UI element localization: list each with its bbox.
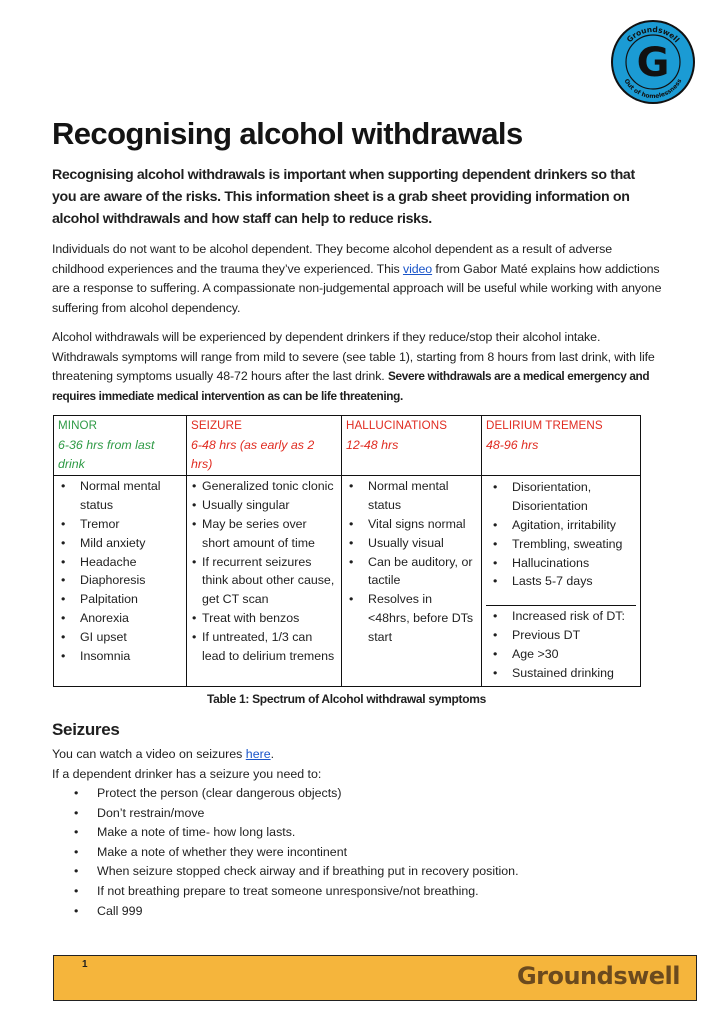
list-item: • If not breathing prepare to treat someone unresponsive/not breathing. bbox=[52, 882, 519, 902]
list-item: • Make a note of time- how long lasts. bbox=[52, 823, 519, 843]
footer-brand: Groundswell bbox=[516, 962, 680, 990]
seizures-lead: If a dependent drinker has a seizure you need to: bbox=[52, 767, 322, 781]
seizures-video-link[interactable]: here bbox=[245, 747, 271, 761]
delirium-risk-block bbox=[486, 606, 636, 684]
list-item: • Generalized tonic clonic bbox=[191, 477, 337, 496]
logo-letter: G bbox=[636, 40, 670, 86]
header-seizure-range: 6-48 hrs (as early as 2 hrs) bbox=[191, 437, 315, 471]
logo-ring-bottom: Out of homelessness bbox=[622, 77, 684, 101]
list-item: • Diaphoresis bbox=[58, 571, 182, 590]
groundswell-logo bbox=[609, 18, 697, 106]
seizures-video-period: . bbox=[270, 747, 275, 761]
page-number: 1 bbox=[82, 959, 88, 970]
symptoms-table bbox=[53, 415, 641, 687]
seizures-heading: Seizures bbox=[52, 720, 120, 739]
list-item: • Treat with benzos bbox=[191, 609, 337, 628]
list-item: • Protect the person (clear dangerous objects) bbox=[52, 784, 519, 804]
seizure-symptoms-cell bbox=[187, 476, 342, 687]
list-item: • Disorientation, Disorientation bbox=[490, 478, 632, 516]
header-delirium bbox=[482, 416, 641, 476]
header-seizure bbox=[187, 416, 342, 476]
video-link[interactable]: video bbox=[402, 261, 433, 276]
list-item: • Sustained drinking bbox=[490, 664, 632, 683]
withdrawal-text: Alcohol withdrawals will be experienced by dependent drinkers if they reduce/stop their alcohol intake. Withdrawals symptoms will range from mild to severe (see table 1), starting from 8 hours from last drink, with life threatening symptoms usually 48-72 hours after the last drink. bbox=[52, 330, 655, 383]
list-item: • GI upset bbox=[58, 628, 182, 647]
header-minor-name: MINOR bbox=[58, 419, 98, 432]
list-item: • Agitation, irritability bbox=[490, 516, 632, 535]
logo-ring-top: Groundswell bbox=[624, 24, 682, 45]
list-item: • Tremor bbox=[58, 515, 182, 534]
delirium-symptoms-block bbox=[486, 477, 636, 606]
list-item: • Vital signs normal bbox=[346, 515, 477, 534]
list-item: • When seizure stopped check airway and if breathing put in recovery position. bbox=[52, 862, 519, 882]
delirium-symptoms-list bbox=[490, 478, 632, 591]
list-item: • Normal mental status bbox=[346, 477, 477, 515]
seizures-video-text: You can watch a video on seizures bbox=[52, 747, 246, 761]
minor-symptoms-cell bbox=[54, 476, 187, 687]
table-body-row bbox=[54, 476, 641, 687]
minor-symptoms-list bbox=[58, 477, 182, 665]
seizure-steps-list bbox=[52, 784, 519, 921]
header-seizure-name: SEIZURE bbox=[191, 419, 242, 432]
list-item: • Anorexia bbox=[58, 609, 182, 628]
intro-paragraph: Recognising alcohol withdrawals is important when supporting dependent drinkers so that you are aware of the risks. This information sheet is a grab sheet providing information on alcohol withdrawals and how staff can help to reduce risks. bbox=[52, 167, 635, 227]
list-item: • Call 999 bbox=[52, 902, 519, 922]
withdrawal-warning: Severe withdrawals are a medical emergency and requires immediate medical intervention as can be life threatening. bbox=[52, 369, 650, 403]
list-item: • Don’t restrain/move bbox=[52, 804, 519, 824]
hallucinations-symptoms-list bbox=[346, 477, 477, 646]
list-item: • Lasts 5-7 days bbox=[490, 572, 632, 591]
header-minor-range: 6-36 hrs from last drink bbox=[58, 437, 155, 471]
list-item: • Trembling, sweating bbox=[490, 535, 632, 554]
delirium-symptoms-cell bbox=[482, 476, 641, 687]
header-delirium-name: DELIRIUM TREMENS bbox=[486, 419, 603, 432]
list-item: • Usually singular bbox=[191, 496, 337, 515]
list-item: • Palpitation bbox=[58, 590, 182, 609]
context-text-after: from Gabor Maté explains how addictions are a response to suffering. A compassionate non-judgemental approach will be useful while working with anyone suffering from alcohol dependency. bbox=[52, 261, 662, 315]
seizure-symptoms-list bbox=[191, 477, 337, 665]
withdrawal-paragraph bbox=[52, 328, 664, 406]
list-item: • Mild anxiety bbox=[58, 534, 182, 553]
list-item: • Previous DT bbox=[490, 626, 632, 645]
list-item: • Hallucinations bbox=[490, 554, 632, 573]
page-title: Recognising alcohol withdrawals bbox=[52, 116, 523, 151]
list-item: • May be series over short amount of time bbox=[191, 515, 337, 553]
groundswell-logo-icon bbox=[609, 18, 697, 106]
context-paragraph bbox=[52, 240, 664, 318]
list-item: • If untreated, 1/3 can lead to delirium tremens bbox=[191, 628, 337, 666]
list-item: • Normal mental status bbox=[58, 477, 182, 515]
delirium-risk-list bbox=[490, 607, 632, 682]
header-hallucinations-range: 12-48 hrs bbox=[346, 437, 399, 452]
list-item: • Insomnia bbox=[58, 647, 182, 666]
header-hallucinations-name: HALLUCINATIONS bbox=[346, 419, 448, 432]
list-item: • Usually visual bbox=[346, 534, 477, 553]
header-hallucinations bbox=[342, 416, 482, 476]
header-delirium-range: 48-96 hrs bbox=[486, 437, 539, 452]
list-item: • Headache bbox=[58, 553, 182, 572]
list-item: • Make a note of whether they were incontinent bbox=[52, 843, 519, 863]
header-minor bbox=[54, 416, 187, 476]
list-item: • If recurrent seizures think about other cause, get CT scan bbox=[191, 553, 337, 609]
list-item: • Increased risk of DT: bbox=[490, 607, 632, 626]
list-item: • Resolves in <48hrs, before DTs start bbox=[346, 590, 477, 646]
list-item: • Can be auditory, or tactile bbox=[346, 553, 477, 591]
context-text-before: Individuals do not want to be alcohol dependent. They become alcohol dependent as a result of adverse childhood experiences and the trauma they’ve experienced. This bbox=[52, 242, 613, 276]
hallucinations-symptoms-cell bbox=[342, 476, 482, 687]
page-footer bbox=[53, 955, 697, 1001]
table-header-row bbox=[54, 416, 641, 476]
list-item: • Age >30 bbox=[490, 645, 632, 664]
seizures-video-line bbox=[52, 745, 274, 764]
table-caption: Table 1: Spectrum of Alcohol withdrawal symptoms bbox=[207, 692, 486, 706]
